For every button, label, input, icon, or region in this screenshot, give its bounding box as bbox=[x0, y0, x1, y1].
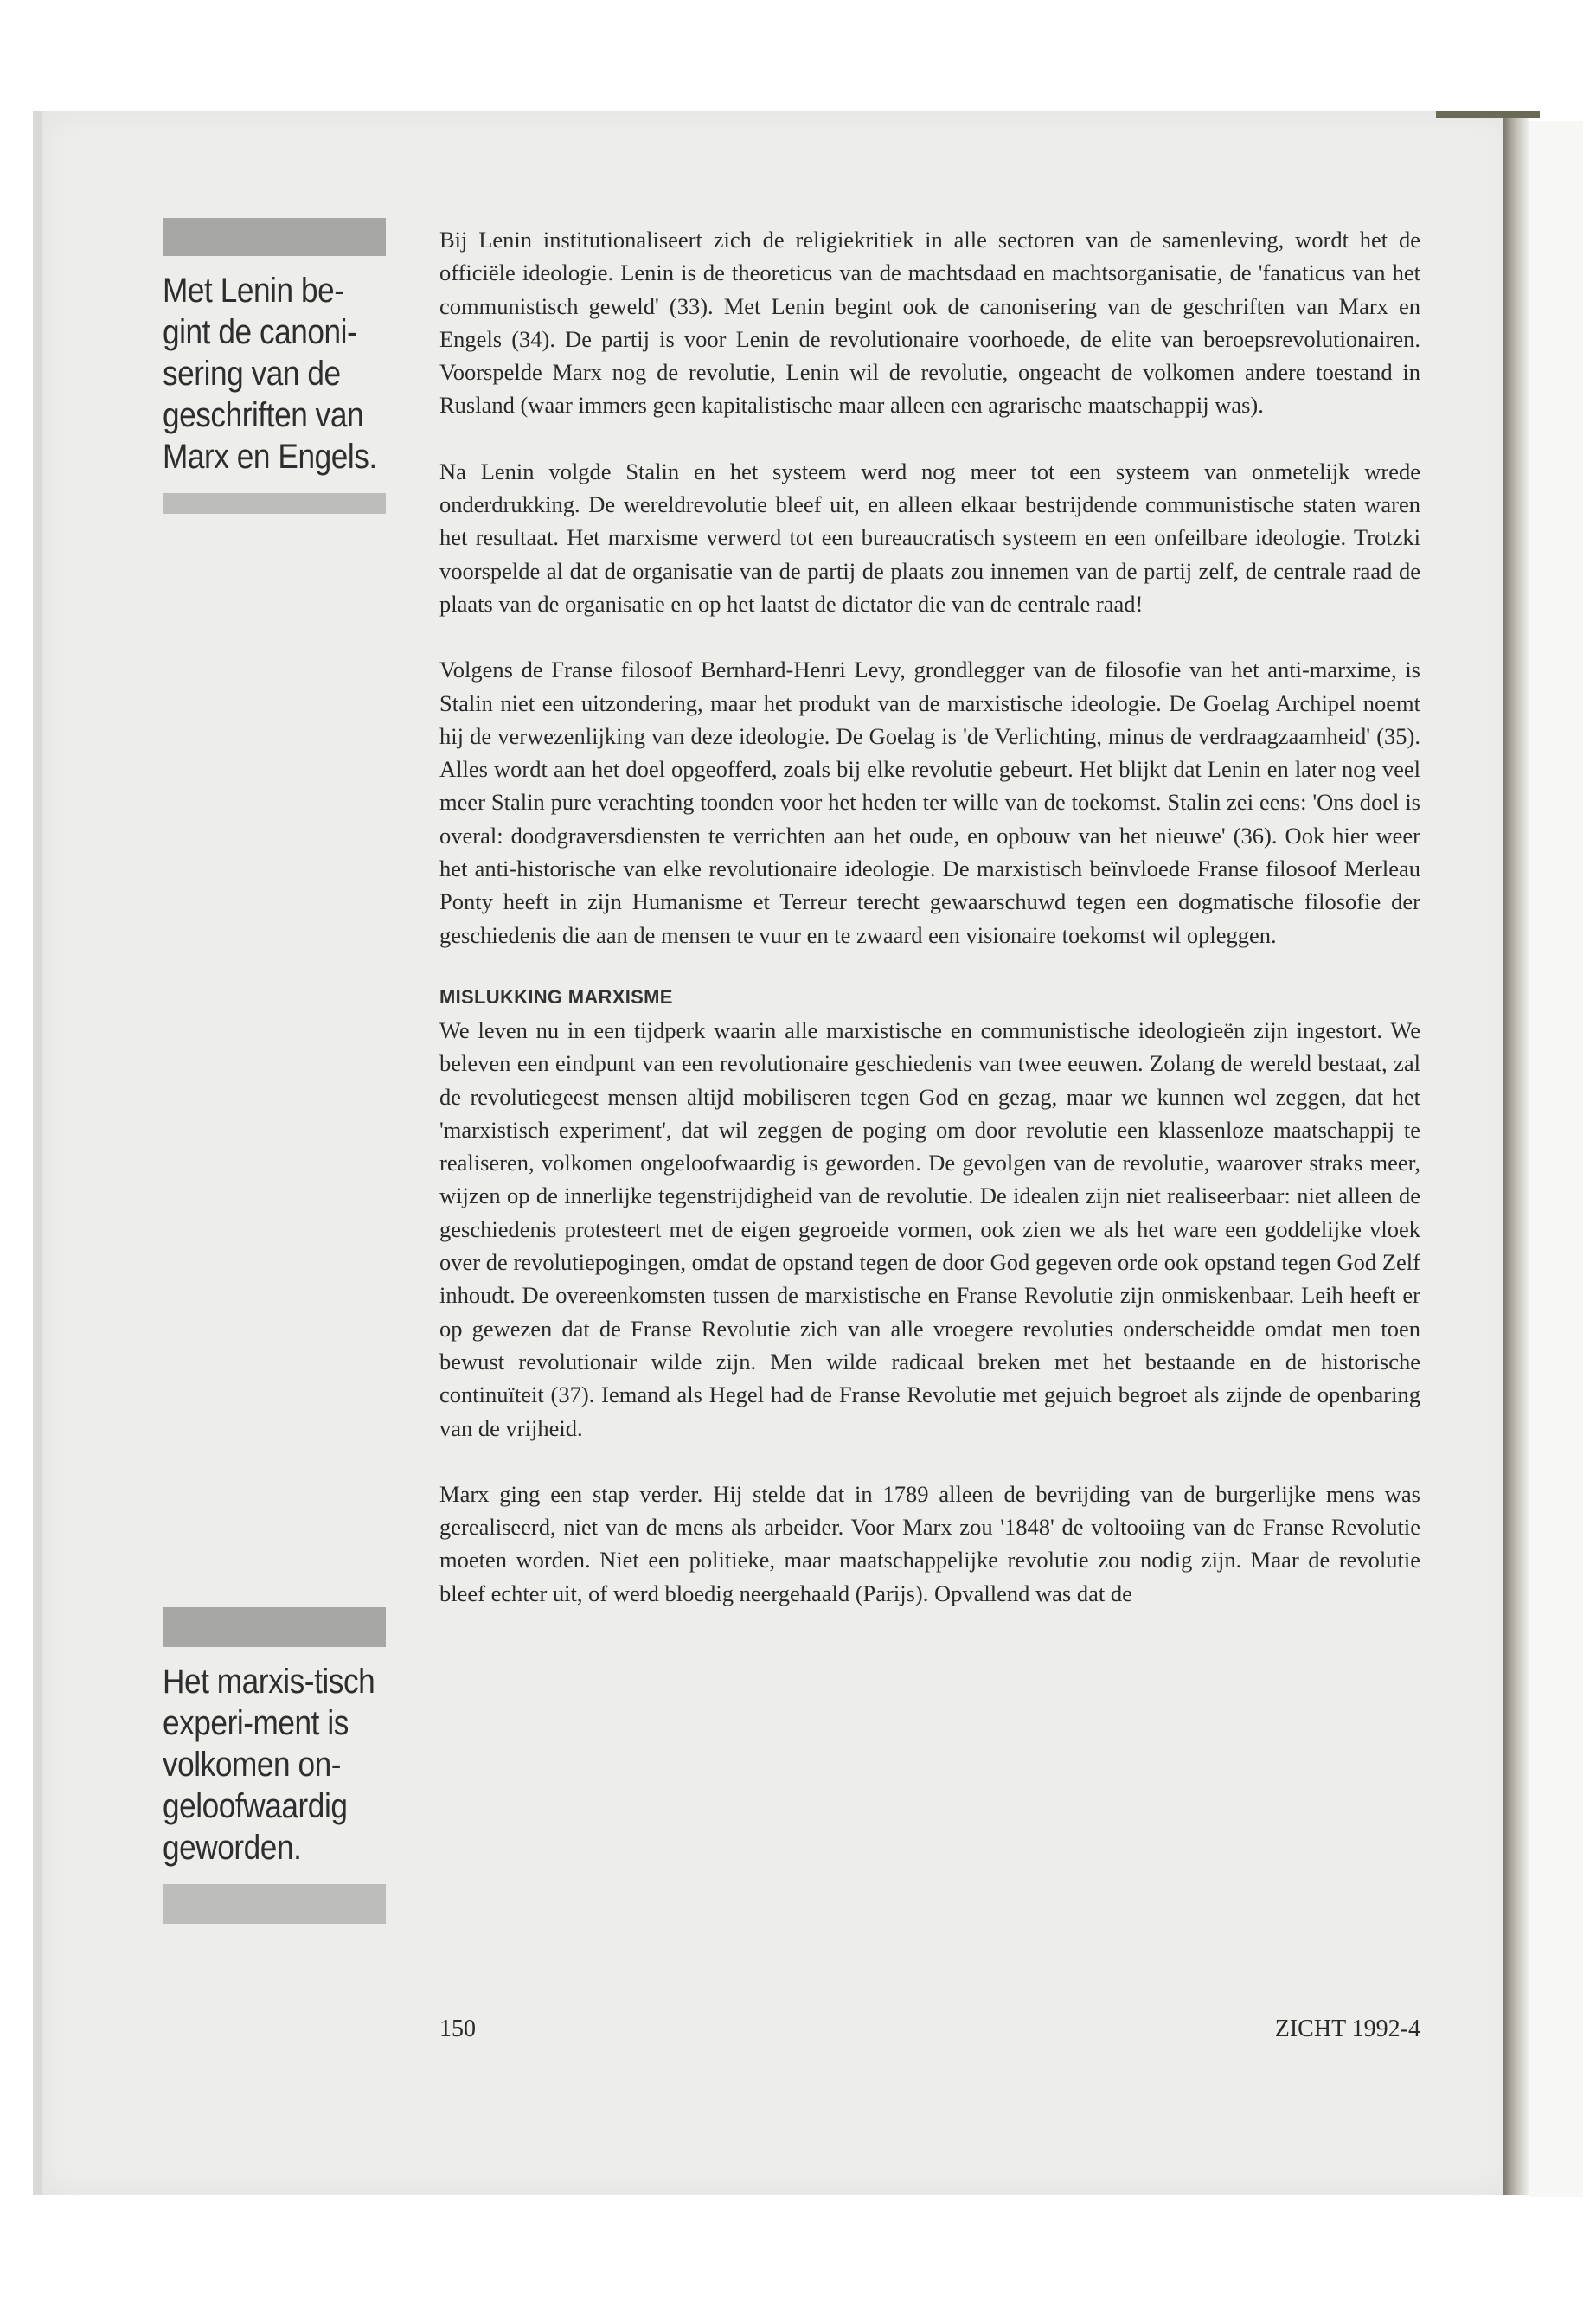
article-body bbox=[439, 223, 1420, 1610]
pull-quote-bottom-bar bbox=[163, 1884, 386, 1924]
paragraph: Bij Lenin institutionaliseert zich de religiekritiek in alle sectoren van de samenleving, wordt het de officiële ideologie. Lenin is de theoreticus van de machtsdaad en machtsorganisatie, de 'fanaticus van het communistisch geweld' (33). Met Lenin begint ook de canonisering van de geschriften van Marx en Engels (34). De partij is voor Lenin de revolutionaire voorhoede, de elite van beroepsrevolutionairen. Voorspelde Marx nog de revolutie, Lenin wil de revolutie, ongeacht de volkomen andere toestand in Rusland (waar immers geen kapitalistische maar alleen een agrarische maatschappij was). bbox=[439, 227, 1420, 419]
pull-quote-text: Het marxis-tisch experi-ment is volkomen on-geloofwaardig geworden. bbox=[163, 1663, 375, 1867]
book-spine bbox=[1503, 111, 1529, 2195]
bookmark-ribbon bbox=[1436, 111, 1540, 118]
pull-quote-1 bbox=[163, 218, 386, 514]
paragraph: We leven nu in een tijdperk waarin alle marxistische en communistische ideologieën zijn ingestort. We beleven een eindpunt van een revolutionaire geschiedenis van twee eeuwen. Zolang de wereld bestaat, zal de revolutiegeest mensen altijd mobiliseren tegen God en gezag, maar we kunnen wel zeggen, dat het 'marxistisch experiment', dat wil zeggen de poging om door revolutie een klassenloze maatschappij te realiseren, volkomen ongeloofwaardig is geworden. De gevolgen van de revolutie, waarover straks meer, wijzen op de innerlijke tegenstrijdigheid van de revolutie. De idealen zijn niet realiseerbaar: niet alleen de geschiedenis protesteert met de eigen gegroeide vormen, ook zien we als het ware een goddelijke vloek over de revolutiepogingen, omdat de opstand tegen de door God gegeven orde ook opstand tegen God Zelf inhoudt. De overeenkomsten tussen de marxistische en Franse Revolutie zijn onmiskenbaar. Leih heeft er op gewezen dat de Franse Revolutie zich van alle vroegere revoluties onderscheidde omdat men toen bewust revolutionair wilde zijn. Men wilde radicaal breken met het bestaande en de historische continuïteit (37). Iemand als Hegel had de Franse Revolutie met gejuich begroet als zijnde de openbaring van de vrijheid. bbox=[439, 1016, 1420, 1441]
page-number: 150 bbox=[439, 2016, 476, 2042]
pull-quote-2 bbox=[163, 1607, 386, 1924]
pull-quote-top-bar bbox=[163, 1607, 386, 1647]
paragraph: Na Lenin volgde Stalin en het systeem werd nog meer tot een systeem van onmetelijk wrede onderdrukking. De wereldrevolutie bleef uit, en alleen elkaar bestrijdende communistische staten waren het resultaat. Het marxisme verwerd tot een bureaucratisch systeem en een onfeilbare ideologie. Trotzki voorspelde al dat de organisatie van de partij de plaats zou innemen van de partij zelf, de centrale raad de plaats van de organisatie en op het laatst de dictator die van de centrale raad! bbox=[439, 458, 1420, 617]
pull-quote-top-bar bbox=[163, 218, 386, 256]
adjacent-page-edge bbox=[1529, 121, 1583, 2197]
magazine-issue: ZICHT 1992-4 bbox=[1274, 2016, 1420, 2042]
paragraph: Marx ging een stap verder. Hij stelde dat in 1789 alleen de bevrijding van de burgerlijke mens was gerealiseerd, niet van de mens als arbeider. Voor Marx zou '1848' de voltooiing van de Franse Revolutie moeten worden. Niet een politieke, maar maatschappelijke revolutie zou nodig zijn. Maar de revolutie bleef echter uit, of werd bloedig neergehaald (Parijs). Opvallend was dat de bbox=[439, 1480, 1420, 1606]
pull-quote-bottom-bar bbox=[163, 493, 386, 514]
paragraph: Volgens de Franse filosoof Bernhard-Henri Levy, grondlegger van de filosofie van het anti-marxime, is Stalin niet een uitzondering, maar het produkt van de marxistische ideologie. De Goelag Archipel noemt hij de verwezenlijking van deze ideologie. De Goelag is 'de Verlichting, minus de verdraagzaamheid' (35). Alles wordt aan het doel opgeofferd, zoals bij elke revolutie gebeurt. Het blijkt dat Lenin en later nog veel meer Stalin pure verachting toonden voor het heden ter wille van de toekomst. Stalin zei eens: 'Ons doel is overal: doodgraversdiensten te verrichten aan het oude, en opbouw van het nieuwe' (36). Ook hier weer het anti-historische van elke revolutionaire ideologie. De marxistisch beïnvloede Franse filosoof Merleau Ponty heeft in zijn Humanisme et Terreur terecht gewaarschuwd tegen een dogmatische filosofie der geschiedenis die aan de mensen te vuur en te zwaard een visionaire toekomst wil opleggen. bbox=[439, 657, 1420, 948]
pull-quote-text: Met Lenin be-gint de canoni-sering van de geschriften van Marx en Engels. bbox=[163, 272, 377, 476]
section-heading: MISLUKKING MARXISME bbox=[439, 985, 673, 1008]
